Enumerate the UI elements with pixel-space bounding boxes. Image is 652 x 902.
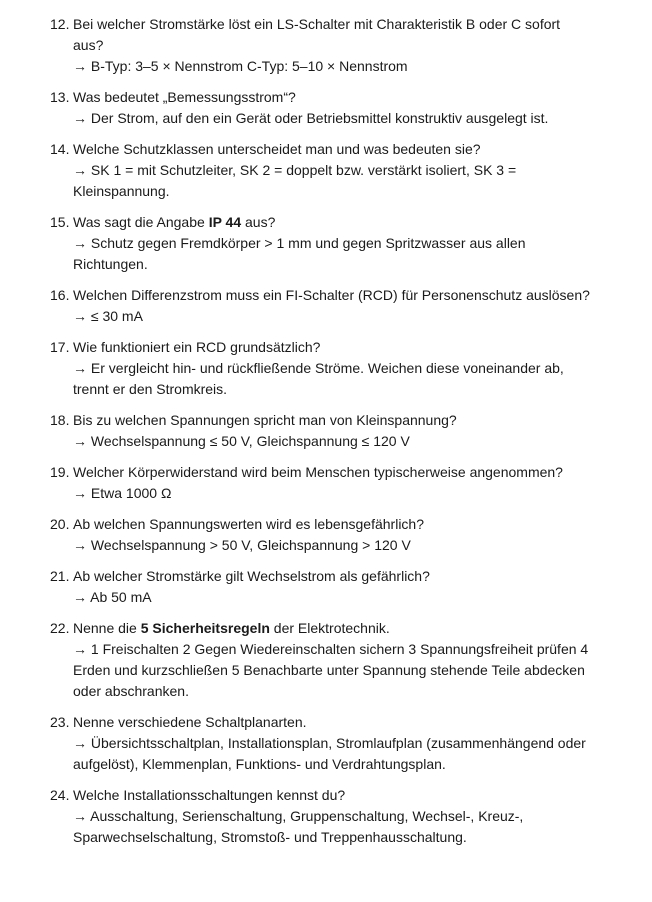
list-item — [0, 212, 652, 275]
answer-text: → Wechselspannung > 50 V, Gleichspannung > 120 V — [73, 537, 411, 553]
item-number: 18. — [50, 412, 70, 428]
question-text: Wie funktioniert ein RCD grundsätzlich? — [73, 339, 321, 355]
question-text: Nenne die 5 Sicherheitsregeln der Elektrotechnik. — [73, 620, 390, 636]
item-number: 12. — [50, 16, 70, 32]
question-text: Bis zu welchen Spannungen spricht man von Kleinspannung? — [73, 412, 457, 428]
question-text: Welcher Körperwiderstand wird beim Menschen typischerweise angenommen? — [73, 464, 563, 480]
question-text: Ab welchen Spannungswerten wird es lebensgefährlich? — [73, 516, 424, 532]
list-item — [0, 285, 652, 327]
answer-text: → Schutz gegen Fremdkörper > 1 mm und gegen Spritzwasser aus allen Richtungen. — [73, 235, 526, 272]
list-item — [0, 410, 652, 452]
item-number: 22. — [50, 620, 70, 636]
answer-text: → Übersichtsschaltplan, Installationsplan, Stromlaufplan (zusammenhängend oder aufgelöst), Klemmenplan, Funktions- und Verdrahtungsplan. — [73, 735, 586, 772]
list-item — [0, 87, 652, 129]
item-number: 19. — [50, 464, 70, 480]
bold-term: 5 Sicherheitsregeln — [140, 620, 270, 636]
bold-term: IP 44 — [208, 214, 242, 230]
list-item — [0, 139, 652, 202]
item-number: 14. — [50, 141, 70, 157]
question-text: Was bedeutet „Bemessungsstrom“? — [73, 89, 296, 105]
item-number: 20. — [50, 516, 70, 532]
list-item — [0, 337, 652, 400]
list-item — [0, 785, 652, 848]
list-item — [0, 566, 652, 608]
question-text: Bei welcher Stromstärke löst ein LS-Schalter mit Charakteristik B oder C sofort aus? — [73, 16, 561, 53]
item-number: 15. — [50, 214, 70, 230]
question-text: Ab welcher Stromstärke gilt Wechselstrom als gefährlich? — [73, 568, 430, 584]
list-item — [0, 514, 652, 556]
answer-text: → SK 1 = mit Schutzleiter, SK 2 = doppelt bzw. verstärkt isoliert, SK 3 = Kleinspannung. — [73, 162, 517, 199]
list-item — [0, 618, 652, 702]
answer-text: → Er vergleicht hin- und rückfließende Ströme. Weichen diese voneinander ab, trennt er den Stromkreis. — [73, 360, 564, 397]
answer-text: → B-Typ: 3–5 × Nennstrom C-Typ: 5–10 × Nennstrom — [73, 58, 408, 74]
list-item — [0, 14, 652, 77]
list-item — [0, 712, 652, 775]
question-text: Welche Schutzklassen unterscheidet man und was bedeuten sie? — [73, 141, 481, 157]
answer-text: → ≤ 30 mA — [73, 308, 143, 324]
item-number: 21. — [50, 568, 70, 584]
question-text: Welchen Differenzstrom muss ein FI-Schalter (RCD) für Personenschutz auslösen? — [73, 287, 590, 303]
answer-text: → Ab 50 mA — [73, 589, 152, 605]
item-number: 23. — [50, 714, 70, 730]
question-text: Was sagt die Angabe IP 44 aus? — [73, 214, 276, 230]
answer-text: → Etwa 1000 Ω — [73, 485, 172, 501]
answer-text: → Ausschaltung, Serienschaltung, Gruppenschaltung, Wechsel-, Kreuz-, Sparwechselschaltung, Stromstoß- und Treppenhausschaltung. — [73, 808, 524, 845]
question-text: Welche Installationsschaltungen kennst du? — [73, 787, 346, 803]
item-number: 17. — [50, 339, 70, 355]
answer-text: → Wechselspannung ≤ 50 V, Gleichspannung ≤ 120 V — [73, 433, 410, 449]
item-number: 24. — [50, 787, 70, 803]
question-text: Nenne verschiedene Schaltplanarten. — [73, 714, 307, 730]
answer-text: → 1 Freischalten 2 Gegen Wiedereinschalten sichern 3 Spannungsfreiheit prüfen 4 Erden und kurzschließen 5 Benachbarte unter Spannung stehende Teile abdecken oder abschranken. — [73, 641, 589, 699]
answer-text: → Der Strom, auf den ein Gerät oder Betriebsmittel konstruktiv ausgelegt ist. — [73, 110, 549, 126]
item-number: 13. — [50, 89, 70, 105]
list-item — [0, 462, 652, 504]
item-number: 16. — [50, 287, 70, 303]
